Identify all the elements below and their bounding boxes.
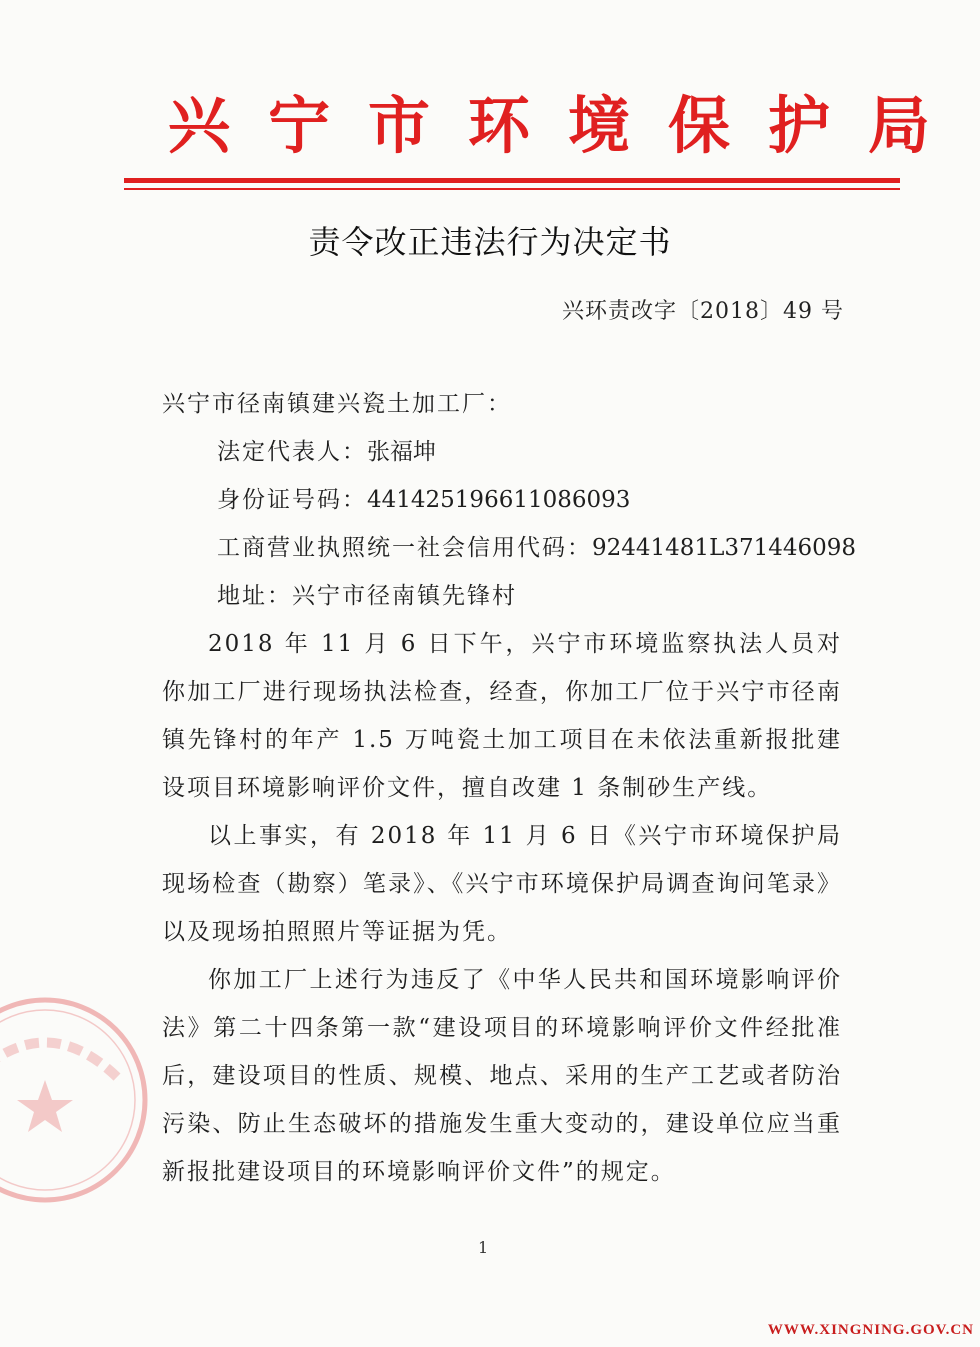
- info-value: 张福坤: [367, 439, 436, 465]
- addressee: 兴宁市径南镇建兴瓷土加工厂：: [162, 391, 512, 417]
- info-value: 92441481L371446098: [592, 535, 857, 561]
- info-value: 兴宁市径南镇先锋村: [292, 583, 517, 609]
- info-legal-representative: [162, 428, 842, 476]
- info-value: 441425196611086093: [367, 487, 631, 513]
- info-label: 地址：: [217, 583, 292, 609]
- info-id-number: [162, 476, 842, 524]
- paragraph-legal-violation: 你加工厂上述行为违反了《中华人民共和国环境影响评价法》第二十四条第一款“建设项目的环境影响评价文件经批准后，建设项目的性质、规模、地点、采用的生产工艺或者防治污染、防止生态破坏的措施发生重大变动的，建设单位应当重新报批建设项目的环境影响评价文件”的规定。: [162, 967, 842, 1185]
- info-credit-code: [162, 524, 857, 572]
- paragraph-inspection-findings: 2018 年 11 月 6 日下午，兴宁市环境监察执法人员对你加工厂进行现场执法检查，经查，你加工厂位于兴宁市径南镇先锋村的年产 1.5 万吨瓷土加工项目在未依法重新报批建设项目环境影响评价文件，擅自改建 1 条制砂生产线。: [162, 631, 842, 801]
- info-address: [162, 572, 842, 620]
- letterhead-red-rule-thin: [124, 188, 900, 190]
- info-label: 身份证号码：: [217, 487, 367, 513]
- info-label: 法定代表人：: [217, 439, 367, 465]
- paragraph-evidence: 以上事实，有 2018 年 11 月 6 日《兴宁市环境保护局现场检查（勘察）笔录》、《兴宁市环境保护局调查询问笔录》以及现场拍照照片等证据为凭。: [162, 823, 842, 945]
- document-title: 责令改正违法行为决定书: [308, 223, 672, 261]
- website-watermark: WWW.XINGNING.GOV.CN: [767, 1322, 974, 1338]
- document-number: 兴环责改字〔2018〕49 号: [562, 299, 844, 324]
- letterhead-red-rule-thick: [124, 178, 900, 183]
- info-label: 工商营业执照统一社会信用代码：: [217, 535, 592, 561]
- page-number: 1: [478, 1238, 489, 1257]
- letterhead-agency-name: 兴宁市环境保护局: [168, 89, 969, 162]
- official-seal-icon: [0, 985, 160, 1215]
- document-body: [162, 380, 857, 1196]
